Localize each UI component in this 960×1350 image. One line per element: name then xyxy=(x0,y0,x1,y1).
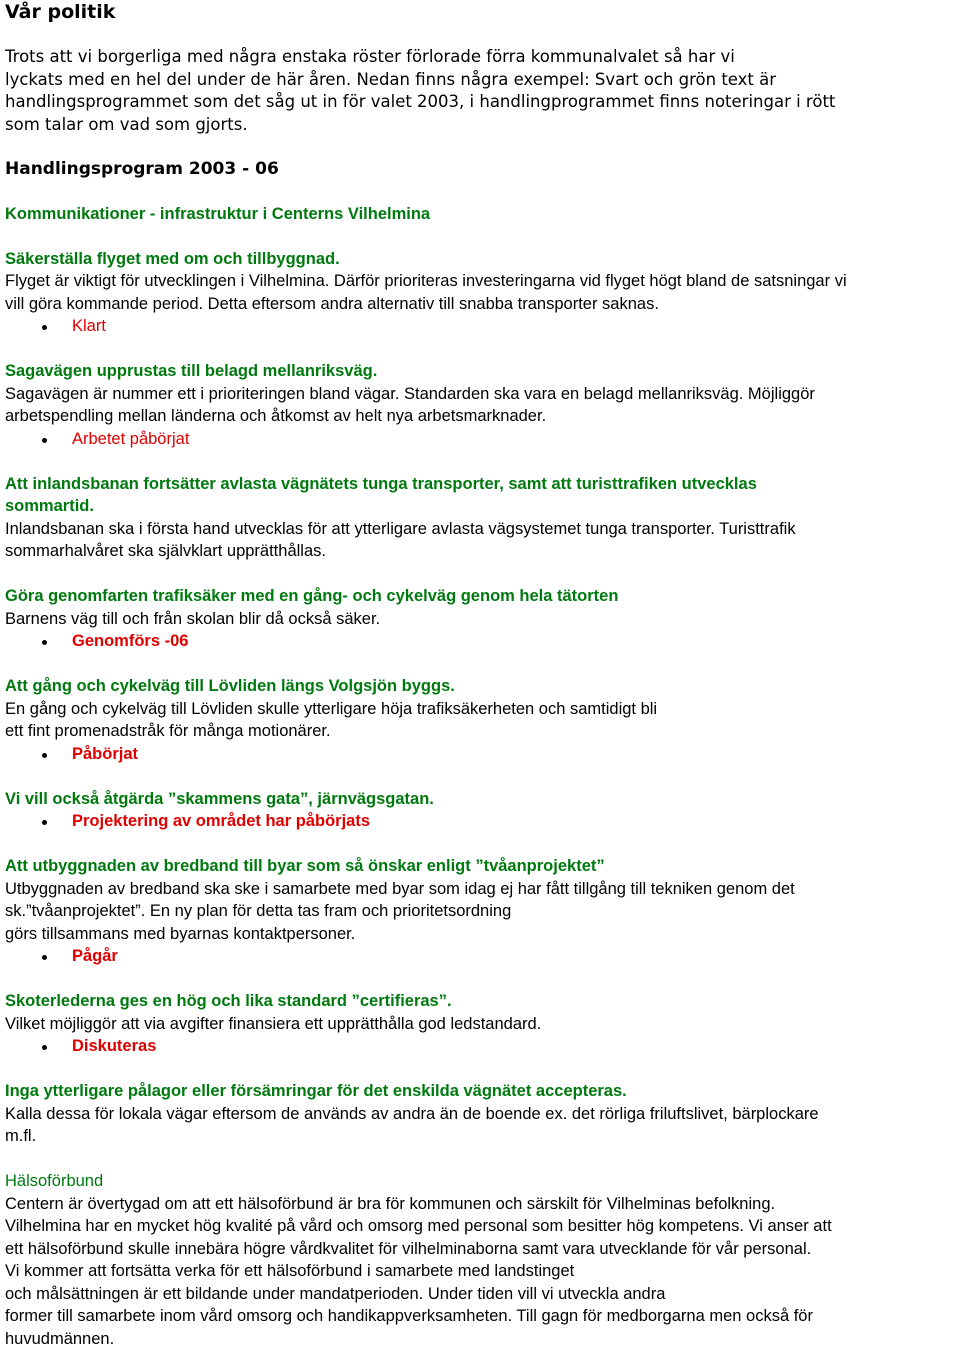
bullet-icon xyxy=(42,325,47,330)
item-heading: Skoterlederna ges en hög och lika standard ”certifieras”. xyxy=(5,990,955,1013)
program-item xyxy=(5,585,955,653)
page-title: Vår politik xyxy=(5,0,955,24)
item-body-line: m.fl. xyxy=(5,1125,955,1148)
health-section xyxy=(5,1170,955,1350)
health-body-line: Centern är övertygad om att ett hälsoförbund är bra för kommunen och särskilt för Vilhelminas befolkning. xyxy=(5,1193,955,1216)
item-body-line: Kalla dessa för lokala vägar eftersom de används av andra än de boende ex. det rörliga friluftslivet, bärplockare xyxy=(5,1103,955,1126)
item-heading: Vi vill också åtgärda ”skammens gata”, järnvägsgatan. xyxy=(5,788,955,811)
item-status xyxy=(5,743,955,766)
item-body-line: Sagavägen är nummer ett i prioriteringen bland vägar. Standarden ska vara en belagd mellanriksväg. Möjliggör xyxy=(5,383,955,406)
section-heading: Kommunikationer - infrastruktur i Centerns Vilhelmina xyxy=(5,203,955,226)
item-body-line: Utbyggnaden av bredband ska ske i samarbete med byar som idag ej har fått tillgång till tekniken genom det xyxy=(5,878,955,901)
item-body-line: görs tillsammans med byarnas kontaktpersoner. xyxy=(5,923,955,946)
health-body-line: Vi kommer att fortsätta verka för ett hälsoförbund i samarbete med landstinget xyxy=(5,1260,955,1283)
item-heading: Säkerställa flyget med om och tillbyggnad. xyxy=(5,248,955,271)
status-text: Arbetet påbörjat xyxy=(72,430,189,448)
item-heading: Göra genomfarten trafiksäker med en gång- och cykelväg genom hela tätorten xyxy=(5,585,955,608)
item-body-line: Vilket möjliggör att via avgifter finansiera ett upprätthålla god ledstandard. xyxy=(5,1013,955,1036)
intro-line: handlingsprogrammet som det såg ut in för valet 2003, i handlingprogrammet finns noteringar i rött xyxy=(5,91,955,114)
health-body-line: och målsättningen är ett bildande under mandatperioden. Under tiden vill vi utveckla andra xyxy=(5,1283,955,1306)
program-item xyxy=(5,788,955,833)
item-body-line: ett fint promenadstråk för många motionärer. xyxy=(5,720,955,743)
bullet-icon xyxy=(42,438,47,443)
bullet-icon xyxy=(42,753,47,758)
program-item xyxy=(5,675,955,765)
document-page xyxy=(5,0,955,1350)
program-item xyxy=(5,248,955,338)
program-item xyxy=(5,360,955,450)
health-heading: Hälsoförbund xyxy=(5,1170,955,1193)
item-heading: Att inlandsbanan fortsätter avlasta vägnätets tunga transporter, samt att turisttrafiken utvecklas xyxy=(5,473,955,496)
program-item xyxy=(5,473,955,563)
item-body-line: arbetspendling mellan länderna och åtkomst av helt nya arbetsmarknader. xyxy=(5,405,955,428)
status-text: Diskuteras xyxy=(72,1037,156,1055)
bullet-icon xyxy=(42,1045,47,1050)
status-text: Påbörjat xyxy=(72,745,138,763)
status-text: Pågår xyxy=(72,947,118,965)
intro-paragraph xyxy=(5,46,955,136)
health-body-line: former till samarbete inom vård omsorg och handikappverksamheten. Till gagn för medborgarna men också för xyxy=(5,1305,955,1328)
item-body-line: Flyget är viktigt för utvecklingen i Vilhelmina. Därför prioriteras investeringarna vid flyget högt bland de satsningar vi xyxy=(5,270,955,293)
item-body-line: sommarhalvåret ska självklart upprätthållas. xyxy=(5,540,955,563)
item-body-line: Inlandsbanan ska i första hand utvecklas för att ytterligare avlasta vägsystemet tunga transporter. Turisttrafik xyxy=(5,518,955,541)
item-heading: Att gång och cykelväg till Lövliden längs Volgsjön byggs. xyxy=(5,675,955,698)
item-status xyxy=(5,428,955,451)
health-body-line: ett hälsoförbund skulle innebära högre vårdkvalitet för vilhelminaborna samt vara utvecklande för vår personal. xyxy=(5,1238,955,1261)
program-item xyxy=(5,1080,955,1148)
item-status xyxy=(5,1035,955,1058)
bullet-icon xyxy=(42,955,47,960)
item-heading: Sagavägen upprustas till belagd mellanriksväg. xyxy=(5,360,955,383)
health-body-line: Vilhelmina har en mycket hög kvalité på vård och omsorg med personal som besitter hög kompetens. Vi anser att xyxy=(5,1215,955,1238)
item-heading: Att utbyggnaden av bredband till byar som så önskar enligt ”tvåanprojektet” xyxy=(5,855,955,878)
item-status xyxy=(5,945,955,968)
item-heading: sommartid. xyxy=(5,495,955,518)
health-body-line: huvudmännen. xyxy=(5,1328,955,1350)
item-body-line: vill göra kommande period. Detta eftersom andra alternativ till snabba transporter saknas. xyxy=(5,293,955,316)
item-heading: Inga ytterligare pålagor eller försämringar för det enskilda vägnätet accepteras. xyxy=(5,1080,955,1103)
bullet-icon xyxy=(42,640,47,645)
intro-line: som talar om vad som gjorts. xyxy=(5,114,955,137)
item-body-line: Barnens väg till och från skolan blir då också säker. xyxy=(5,608,955,631)
bullet-icon xyxy=(42,820,47,825)
status-text: Genomförs -06 xyxy=(72,632,188,650)
item-status xyxy=(5,810,955,833)
item-status xyxy=(5,315,955,338)
item-status xyxy=(5,630,955,653)
status-text: Projektering av området har påbörjats xyxy=(72,812,370,830)
program-item xyxy=(5,990,955,1058)
program-item xyxy=(5,855,955,968)
intro-line: lyckats med en hel del under de här åren. Nedan finns några exempel: Svart och grön text är xyxy=(5,69,955,92)
program-title: Handlingsprogram 2003 - 06 xyxy=(5,158,955,180)
intro-line: Trots att vi borgerliga med några enstaka röster förlorade förra kommunalvalet så har vi xyxy=(5,46,955,69)
item-body-line: sk.”tvåanprojektet”. En ny plan för detta tas fram och prioritetsordning xyxy=(5,900,955,923)
status-text: Klart xyxy=(72,317,106,335)
item-body-line: En gång och cykelväg till Lövliden skulle ytterligare höja trafiksäkerheten och samtidigt bli xyxy=(5,698,955,721)
